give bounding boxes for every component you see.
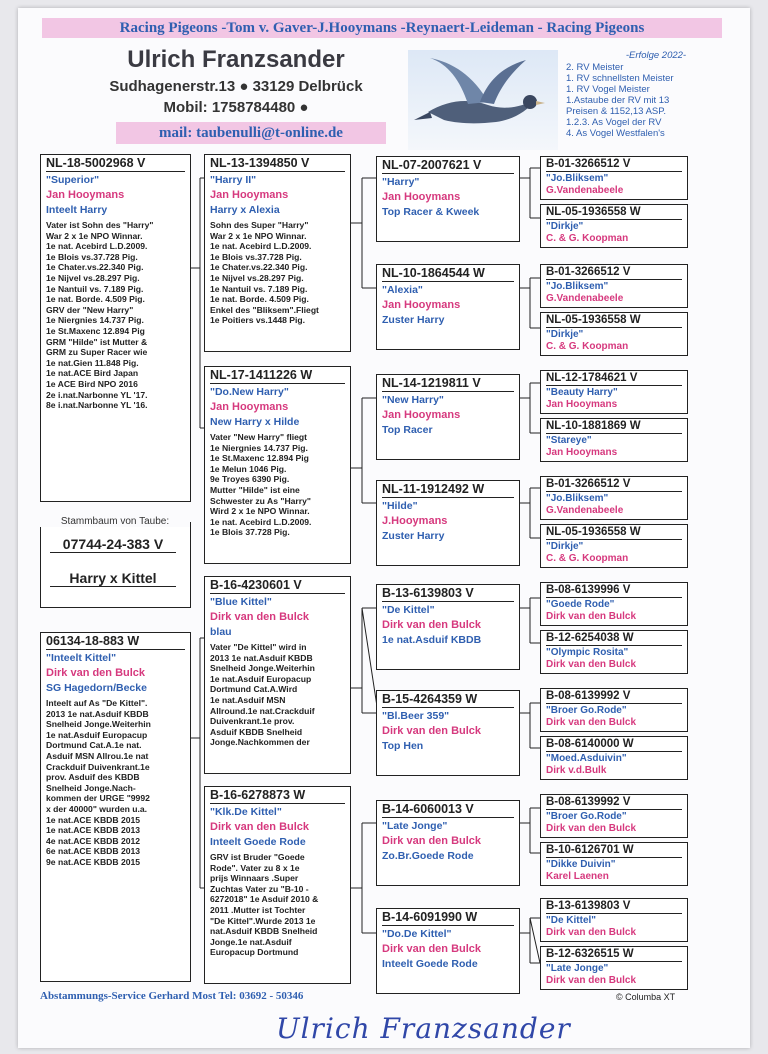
subject-ring: 07744-24-383 V [50,536,176,553]
subject-pairing: Harry x Kittel [50,570,176,587]
ancestor-ring: NL-14-1219811 V [382,376,514,392]
owner-mobil: Mobil: 1758784480 ● [163,99,309,116]
ancestor-breeder: Dirk van den Bulck [382,619,482,631]
grandparent-description: Vater "New Harry" fliegt 1e Niergnies 14.737 Pig. 1e St.Maxenc 12.894 Pig 1e Melun 1046 Pig. 9e Troyes 6390 Pig. Mutter "Hilde" ist eine Schwester zu As "Harry" Wird 2 x 1e NPO Winnar. 1e nat. Acebird L.D.2009. 1e Blois 37.728 Pig. [210,432,312,538]
gen5-breeder: C. & G. Koopman [546,233,629,244]
gen5-name: "Stareye" [546,435,592,446]
ancestor-extra: Inteelt Goede Rode [382,958,478,970]
ancestor-ring: NL-10-1864544 W [382,266,514,282]
ancestor-name: "Bl.Beer 359" [382,710,450,722]
ancestor-extra: Zo.Br.Goede Rode [382,850,474,862]
father-name: "Superior" [46,174,100,186]
gen5-card [540,736,688,780]
owner-name: Ulrich Franzsander [127,46,345,73]
pedigree-sheet [18,8,750,1048]
gen5-breeder: G.Vandenabeele [546,185,624,196]
ancestor-name: "Hilde" [382,500,418,512]
owner-mail: mail: taubenulli@t-online.de [116,122,386,144]
ancestor-ring: B-14-6091990 W [382,910,514,926]
gen5-breeder: Dirk van den Bulck [546,611,637,622]
grandparent-card [204,786,351,984]
grandparent-name: "Do.New Harry" [210,386,289,398]
ancestor-extra: 1e nat.Asduif KBDB [382,634,482,646]
gen5-card [540,476,688,520]
gen5-card [540,312,688,356]
grandparent-card [204,154,351,352]
gen5-card [540,418,688,462]
gen5-ring: B-13-6139803 V [546,900,682,914]
gen5-ring: NL-10-1881869 W [546,420,682,434]
ancestor-ring: NL-07-2007621 V [382,158,514,174]
footer-service: Abstammungs-Service Gerhard Most Tel: 03692 - 50346 [40,990,304,1002]
grandparent-description: Vater "De Kittel" wird in 2013 1e nat.Asduif KBDB Snelheid Jonge.Weiterhin 1e nat.Asduif Europacup Dortmund Cat.A.Wird 1e nat.Asduif MSN Allround.1e nat.Crackduif Duivenkrant.1e prov. Asduif KBDB Snelheid Jonge.Nachkommen der [210,642,315,748]
results-line: 1. RV Vogel Meister [566,84,650,95]
ancestor-breeder: Dirk van den Bulck [382,943,482,955]
gen5-card [540,688,688,732]
gen5-card [540,264,688,308]
ancestor-card [376,264,520,350]
grandparent-extra: New Harry x Hilde [210,416,300,428]
mother-name: "Inteelt Kittel" [46,652,117,664]
gen5-name: "Jo.Bliksem" [546,493,609,504]
gen5-breeder: Dirk van den Bulck [546,717,637,728]
gen5-card [540,842,688,886]
ancestor-card [376,156,520,242]
results-title: -Erfolge 2022- [625,50,687,61]
grandparent-description: GRV ist Bruder "Goede Rode". Vater zu 8 x 1e prijs Winnaars .Super Zuchtas Vater zu "B-10 - 6272018" 1e Asduif 2010 & 2011 .Mutter ist Tochter "De Kittel".Wurde 2013 1e nat.Asduif KBDB Snelheid Jonge.1e nat.Asduif Europacup Dortmund [210,852,319,958]
grandparent-ring: NL-13-1394850 V [210,156,345,172]
gen5-breeder: G.Vandenabeele [546,293,624,304]
grandparent-ring: B-16-6278873 W [210,788,345,804]
ancestor-extra: Zuster Harry [382,314,445,326]
grandparent-breeder: Jan Hooymans [210,189,289,201]
gen5-name: "Dirkje" [546,541,584,552]
ancestor-extra: Top Racer [382,424,433,436]
ancestor-card [376,800,520,886]
mother-description: Inteelt auf As "De Kittel". 2013 1e nat.Asduif KBDB Snelheid Jonge.Weiterhin 1e nat.Asduif Europacup Dortmund Cat.A.1e nat. Asduif MSN Allrou.1e nat Crackduif Duivenkrant.1e prov. Asduif des KBDB Snelheid Jonge.Nach- kommen der URGE "9992 x der 40000" wurden u.a. 1e nat.ACE KBDB 2015 1e nat.ACE KBDB 2013 4e nat.ACE KBDB 2012 6e nat.ACE KBDB 2013 9e nat.ACE KBDB 2015 [46,698,151,867]
gen5-ring: NL-05-1936558 W [546,526,682,540]
mother-extra: SG Hagedorn/Becke [46,682,147,694]
ancestor-name: "New Harry" [382,394,444,406]
grandparent-breeder: Jan Hooymans [210,401,289,413]
ancestor-ring: NL-11-1912492 W [382,482,514,498]
ancestor-card [376,584,520,670]
gen5-name: "Broer Go.Rode" [546,811,627,822]
copyright: © Columba XT [616,992,676,1002]
gen5-breeder: Jan Hooymans [546,447,618,458]
ancestor-ring: B-13-6139803 V [382,586,514,602]
gen5-card [540,630,688,674]
grandparent-breeder: Dirk van den Bulck [210,821,310,833]
father-description: Vater ist Sohn des "Harry" War 2 x 1e NPO Winnar. 1e nat. Acebird L.D.2009. 1e Blois vs.37.728 Pig. 1e Chater.vs.22.340 Pig. 1e Nijvel vs.28.297 Pig. 1e Nantuil vs. 7.189 Pig. 1e nat. Borde. 4.509 Pig. GRV der "New Harry" 1e Niergnies 14.737 Pig. 1e St.Maxenc 12.894 Pig GRM "Hilde" ist Mutter & GRM zu Super Racer wie 1e nat.Gien 11.848 Pig. 1e nat.ACE Bird Japan 1e ACE Bird NPO 2016 2e i.nat.Narbonne YL '17. 8e i.nat.Narbonne YL '16. [46,220,154,411]
gen5-card [540,946,688,990]
ancestor-name: "Alexia" [382,284,423,296]
ancestor-breeder: J.Hooymans [382,515,448,527]
gen5-breeder: Dirk v.d.Bulk [546,765,607,776]
grandparent-name: "Klk.De Kittel" [210,806,282,818]
gen5-name: "Dirkje" [546,221,584,232]
grandparent-ring: B-16-4230601 V [210,578,345,594]
results-line: 1. RV schnellsten Meister [566,73,674,84]
gen5-name: "Jo.Bliksem" [546,173,609,184]
gen5-name: "Dikke Duivin" [546,859,616,870]
grandparent-card [204,576,351,774]
pedigree-label: Stammbaum von Taube: [40,516,190,527]
grandparent-extra: blau [210,626,232,638]
ancestor-extra: Top Racer & Kweek [382,206,480,218]
gen5-name: "De Kittel" [546,915,597,926]
gen5-ring: B-08-6139996 V [546,584,682,598]
gen5-card [540,204,688,248]
gen5-ring: NL-12-1784621 V [546,372,682,386]
gen5-breeder: Dirk van den Bulck [546,659,637,670]
gen5-ring: B-10-6126701 W [546,844,682,858]
gen5-name: "Jo.Bliksem" [546,281,609,292]
father-ring: NL-18-5002968 V [46,156,185,172]
grandparent-extra: Inteelt Goede Rode [210,836,306,848]
ancestor-breeder: Jan Hooymans [382,409,461,421]
pedigree-subject-frame [40,522,191,608]
gen5-ring: B-08-6139992 V [546,796,682,810]
father-extra: Inteelt Harry [46,204,108,216]
gen5-ring: B-01-3266512 V [546,158,682,172]
grandparent-name: "Blue Kittel" [210,596,272,608]
gen5-ring: B-12-6326515 W [546,948,682,962]
gen5-breeder: Dirk van den Bulck [546,823,637,834]
results-line: 1.2.3. As Vogel der RV [566,117,662,128]
mother-ring: 06134-18-883 W [46,634,185,650]
ancestor-breeder: Dirk van den Bulck [382,835,482,847]
results-line: 2. RV Meister [566,62,624,73]
grandparent-card [204,366,351,564]
gen5-name: "Broer Go.Rode" [546,705,627,716]
gen5-ring: NL-05-1936558 W [546,206,682,220]
gen5-card [540,370,688,414]
gen5-ring: B-01-3266512 V [546,266,682,280]
mother-card [40,632,191,982]
results-line: Preisen & 1152,13 ASP. [566,106,667,117]
gen5-ring: B-08-6140000 W [546,738,682,752]
banner: Racing Pigeons -Tom v. Gaver-J.Hooymans -Reynaert-Leideman - Racing Pigeons [42,18,722,38]
gen5-card [540,524,688,568]
gen5-ring: B-12-6254038 W [546,632,682,646]
grandparent-description: Sohn des Super "Harry" War 2 x 1e NPO Winnar. 1e nat. Acebird L.D.2009. 1e Blois vs.37.728 Pig. 1e Chater.vs.22.340 Pig. 1e Nijvel vs.28.297 Pig. 1e Nantuil vs. 7.189 Pig. 1e nat. Borde. 4.509 Pig. Enkel des "Bliksem".Fliegt 1e Poitiers vs.1448 Pig. [210,220,319,326]
grandparent-breeder: Dirk van den Bulck [210,611,310,623]
results-line: 1.Astaube der RV mit 13 [566,95,670,106]
ancestor-extra: Top Hen [382,740,424,752]
gen5-breeder: C. & G. Koopman [546,341,629,352]
grandparent-ring: NL-17-1411226 W [210,368,345,384]
gen5-ring: NL-05-1936558 W [546,314,682,328]
ancestor-name: "De Kittel" [382,604,435,616]
gen5-breeder: Karel Laenen [546,871,609,882]
gen5-card [540,794,688,838]
gen5-breeder: Dirk van den Bulck [546,927,637,938]
ancestor-ring: B-14-6060013 V [382,802,514,818]
results-line: 4. As Vogel Westfalen's [566,128,665,139]
gen5-card [540,156,688,200]
gen5-name: "Late Jonge" [546,963,609,974]
gen5-breeder: Dirk van den Bulck [546,975,637,986]
father-card [40,154,191,502]
ancestor-name: "Harry" [382,176,420,188]
ancestor-card [376,374,520,460]
gen5-name: "Beauty Harry" [546,387,618,398]
gen5-card [540,582,688,626]
gen5-name: "Goede Rode" [546,599,615,610]
gen5-ring: B-01-3266512 V [546,478,682,492]
gen5-ring: B-08-6139992 V [546,690,682,704]
ancestor-card [376,480,520,566]
gen5-name: "Olympic Rosita" [546,647,629,658]
ancestor-name: "Late Jonge" [382,820,448,832]
ancestor-name: "Do.De Kittel" [382,928,452,940]
gen5-breeder: G.Vandenabeele [546,505,624,516]
mother-breeder: Dirk van den Bulck [46,667,146,679]
ancestor-breeder: Jan Hooymans [382,299,461,311]
gen5-breeder: C. & G. Koopman [546,553,629,564]
ancestor-card [376,908,520,994]
grandparent-extra: Harry x Alexia [210,204,280,216]
ancestor-extra: Zuster Harry [382,530,445,542]
ancestor-ring: B-15-4264359 W [382,692,514,708]
owner-address: Sudhagenerstr.13 ● 33129 Delbrück [109,78,363,95]
ancestor-breeder: Jan Hooymans [382,191,461,203]
gen5-name: "Moed.Asduivin" [546,753,627,764]
handwritten-signature: Ulrich Franzsander [276,1012,571,1045]
grandparent-name: "Harry II" [210,174,257,186]
gen5-card [540,898,688,942]
gen5-name: "Dirkje" [546,329,584,340]
ancestor-breeder: Dirk van den Bulck [382,725,482,737]
ancestor-card [376,690,520,776]
father-breeder: Jan Hooymans [46,189,125,201]
gen5-breeder: Jan Hooymans [546,399,618,410]
